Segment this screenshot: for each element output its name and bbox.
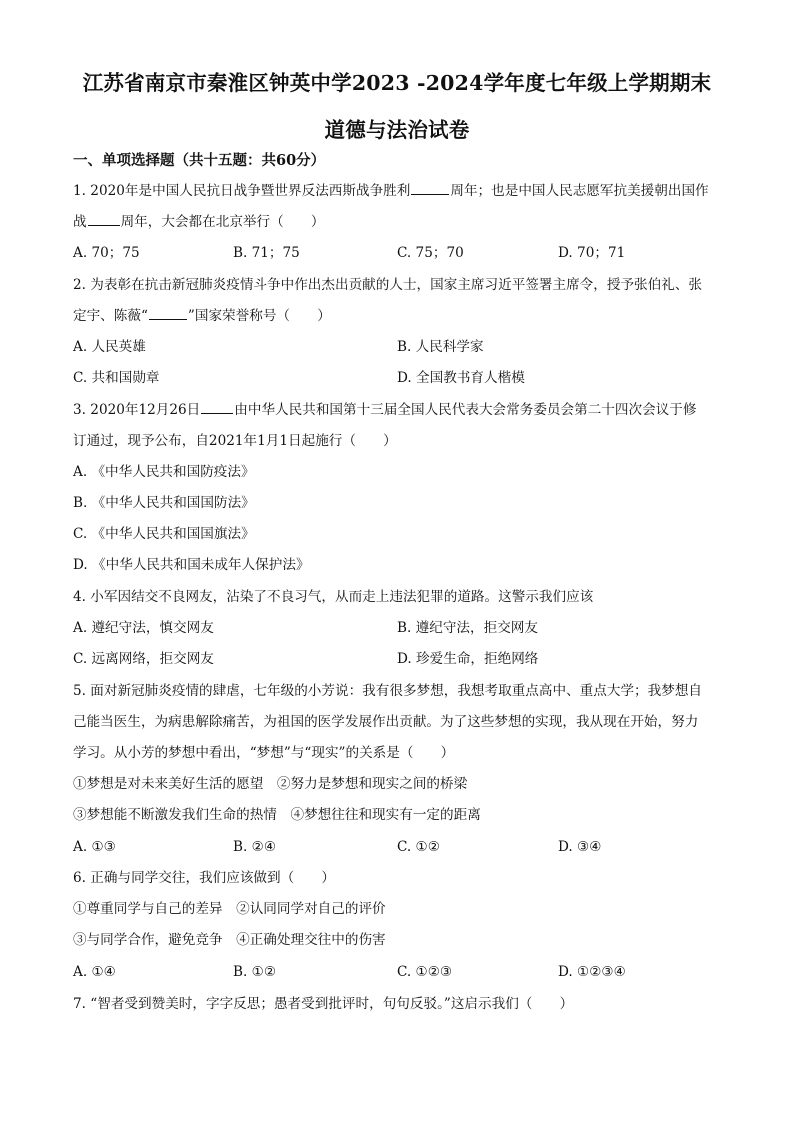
q5-option-b: B. ②④	[233, 839, 277, 855]
q1-option-d: D. 70；71	[558, 245, 626, 261]
q6-statements-line1: ①尊重同学与自己的差异 ②认同同学对自己的评价	[73, 901, 386, 917]
question-5-line3: 学习。从小芳的梦想中看出，“梦想”与“现实”的关系是（ ）	[73, 745, 455, 761]
question-3-line2: 订通过，现予公布，自2021年1月1日起施行（ ）	[73, 433, 397, 449]
q4-option-a: A. 遵纪守法，慎交网友	[73, 620, 214, 636]
q6-option-a: A. ①④	[73, 964, 116, 980]
q3-option-a: A. 《中华人民共和国防疫法》	[73, 464, 255, 480]
section-heading: 一、单项选择题（共十五题：共60分）	[73, 152, 326, 169]
q6-statements-line2: ③与同学合作，避免竞争 ④正确处理交往中的伤害	[73, 932, 386, 948]
q5-option-a: A. ①③	[73, 839, 116, 855]
q3-option-b: B. 《中华人民共和国国防法》	[73, 495, 255, 511]
answer-blank	[88, 212, 120, 226]
question-6-line1: 6. 正确与同学交往，我们应该做到（ ）	[73, 870, 335, 886]
answer-blank	[149, 306, 187, 320]
q1-option-c: C. 75；70	[397, 245, 464, 261]
question-5-line2: 己能当医生，为病患解除痛苦，为祖国的医学发展作出贡献。为了这些梦想的实现，我从现在开始，努力	[73, 714, 699, 730]
question-5-line1: 5. 面对新冠肺炎疫情的肆虐，七年级的小芳说：我有很多梦想，我想考取重点高中、重点大学；我梦想自	[73, 683, 703, 699]
q3-option-d: D. 《中华人民共和国未成年人保护法》	[73, 557, 310, 573]
question-2-line1: 2. 为表彰在抗击新冠肺炎疫情斗争中作出杰出贡献的人士，国家主席习近平签署主席令，授予张伯礼、张	[73, 277, 703, 293]
q1-option-a: A. 70；75	[73, 245, 140, 261]
q4-option-d: D. 珍爱生命，拒绝网络	[397, 651, 539, 667]
q2-option-d: D. 全国教书育人楷模	[397, 370, 525, 386]
q5-option-c: C. ①②	[397, 839, 440, 855]
q6-option-b: B. ①②	[233, 964, 277, 980]
q1-option-b: B. 71；75	[233, 245, 300, 261]
question-3-line1: 3. 2020年12月26日 由中华人民共和国第十三届全国人民代表大会常务委员会第二十四次会议于修	[73, 402, 697, 418]
exam-title-line1: 江苏省南京市秦淮区钟英中学2023 -2024学年度七年级上学期期末	[82, 71, 712, 95]
q5-statements-line2: ③梦想能不断激发我们生命的热情 ④梦想往往和现实有一定的距离	[73, 807, 481, 823]
q4-option-c: C. 远离网络，拒交网友	[73, 651, 214, 667]
q5-option-d: D. ③④	[558, 839, 602, 855]
q3-option-c: C. 《中华人民共和国国旗法》	[73, 526, 255, 542]
q6-option-c: C. ①②③	[397, 964, 453, 980]
q6-option-d: D. ①②③④	[558, 964, 626, 980]
answer-blank	[201, 400, 233, 414]
q4-option-b: B. 遵纪守法，拒交网友	[397, 620, 538, 636]
q2-option-b: B. 人民科学家	[397, 339, 484, 355]
exam-title-line2: 道德与法治试卷	[324, 118, 470, 142]
q2-option-a: A. 人民英雄	[73, 339, 146, 355]
question-4-line1: 4. 小军因结交不良网友，沾染了不良习气，从而走上违法犯罪的道路。这警示我们应该	[73, 589, 594, 605]
question-1-line1: 1. 2020年是中国人民抗日战争暨世界反法西斯战争胜利 周年；也是中国人民志愿军抗美援朝出国作	[73, 183, 709, 199]
q2-option-c: C. 共和国勋章	[73, 370, 160, 386]
question-1-line2: 战 周年，大会都在北京举行（ ）	[73, 214, 325, 230]
answer-blank	[411, 181, 449, 195]
q5-statements-line1: ①梦想是对未来美好生活的愿望 ②努力是梦想和现实之间的桥梁	[73, 776, 468, 792]
question-2-line2: 定宇、陈薇“ ”国家荣誉称号（ ）	[73, 308, 331, 324]
question-7-line1: 7. “智者受到赞美时，字字反思；愚者受到批评时，句句反驳。”这启示我们（ ）	[73, 996, 574, 1012]
